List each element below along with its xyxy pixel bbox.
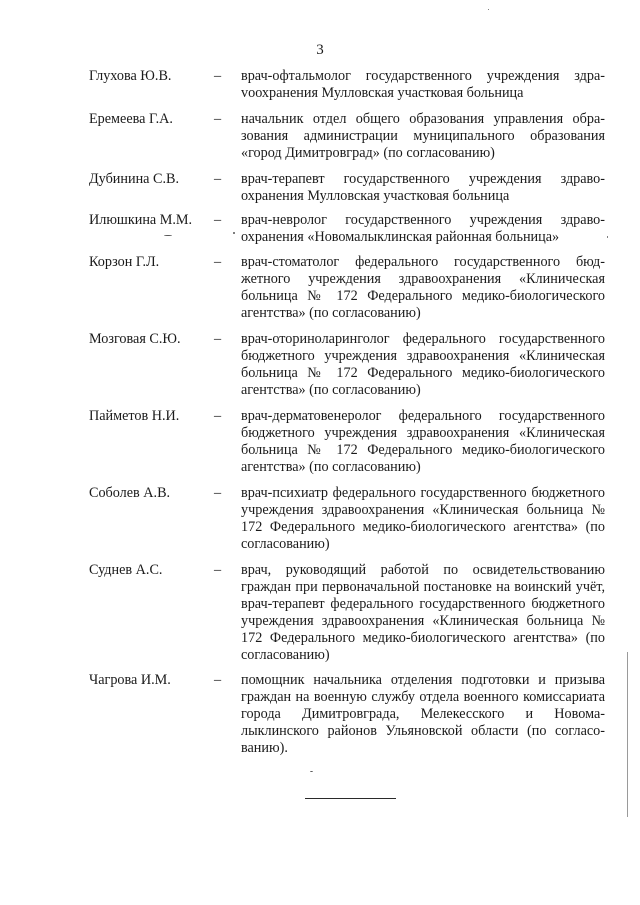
member-position: врач-психиатр федерального государственного бюджетного учреждения здравоохранения «Клиническая больница № 172 Федерального медико-биологического агентства» (по согласованию) — [241, 485, 605, 552]
closing-rule — [305, 798, 396, 799]
member-dash: – — [214, 68, 222, 84]
member-position: врач-дерматовенеролог федерального государственного бюджетного учреждения здравоохранения «Клиническая больница № 172 Федерального медико-биологического агентства» (по согласованию) — [241, 408, 605, 475]
member-dash: – — [214, 171, 222, 187]
member-name: Глухова Ю.В. — [89, 68, 172, 84]
member-position: врач-стоматолог федерального государственного бюджетного учреждения здравоохранения «Клиническая больница № 172 Федерального медико-биологического агентства» (по согласованию) — [241, 254, 605, 321]
member-position: врач-терапевт государственного учреждения здравоохранения Мулловская участковая больница — [241, 171, 605, 204]
member-dash: – — [214, 212, 222, 228]
member-name: Соболев А.В. — [89, 485, 171, 501]
member-position: врач-оториноларинголог федерального государственного бюджетного учреждения здравоохранения «Клиническая больница № 172 Федерального медико-биологического агентства» (по согласованию) — [241, 331, 605, 398]
scan-speck — [607, 236, 608, 238]
member-position: врач-офтальмолог государственного учреждения здраvоохранения Мулловская участковая больница — [241, 68, 605, 101]
member-position: помощник начальника отделения подготовки и призыва граждан на военную службу отдела военного комиссариата города Димитровграда, Мелекесского и Новомалыклинского районов Ульяновской области (по согласованию). — [241, 672, 605, 756]
member-name: Суднев А.С. — [89, 562, 163, 578]
member-name: Дубинина С.В. — [89, 171, 180, 187]
scan-speck — [233, 232, 235, 234]
scan-speck — [164, 235, 172, 236]
member-position: врач, руководящий работой по освидетельствованию граждан при первоначальной постановке на воинский учёт, врач-терапевт федерального государственного бюджетного учреждения здравоохранения «Клиническая больница № 172 Федерального медико-биологического агентства» (по согласованию) — [241, 562, 605, 663]
page-number: 3 — [316, 42, 324, 58]
member-dash: – — [214, 408, 222, 424]
member-name: Чагрова И.М. — [89, 672, 171, 688]
member-dash: – — [214, 331, 222, 347]
member-name: Еремеева Г.А. — [89, 111, 173, 127]
member-position: начальник отдел общего образования управления образования администрации муниципального образования «город Димитровград» (по согласованию) — [241, 111, 605, 161]
scan-edge-mark — [627, 652, 628, 817]
member-name: Илюшкина М.М. — [89, 212, 193, 228]
member-dash: – — [214, 672, 222, 688]
scan-speck — [310, 771, 313, 772]
member-name: Корзон Г.Л. — [89, 254, 160, 270]
scan-speck — [488, 9, 489, 10]
member-dash: – — [214, 562, 222, 578]
member-name: Мозговая С.Ю. — [89, 331, 181, 347]
member-dash: – — [214, 485, 222, 501]
member-dash: – — [214, 254, 222, 270]
member-name: Пайметов Н.И. — [89, 408, 180, 424]
member-position: врач-невролог государственного учреждения здравоохранения «Новомалыклинская районная больница» — [241, 212, 605, 245]
member-dash: – — [214, 111, 222, 127]
